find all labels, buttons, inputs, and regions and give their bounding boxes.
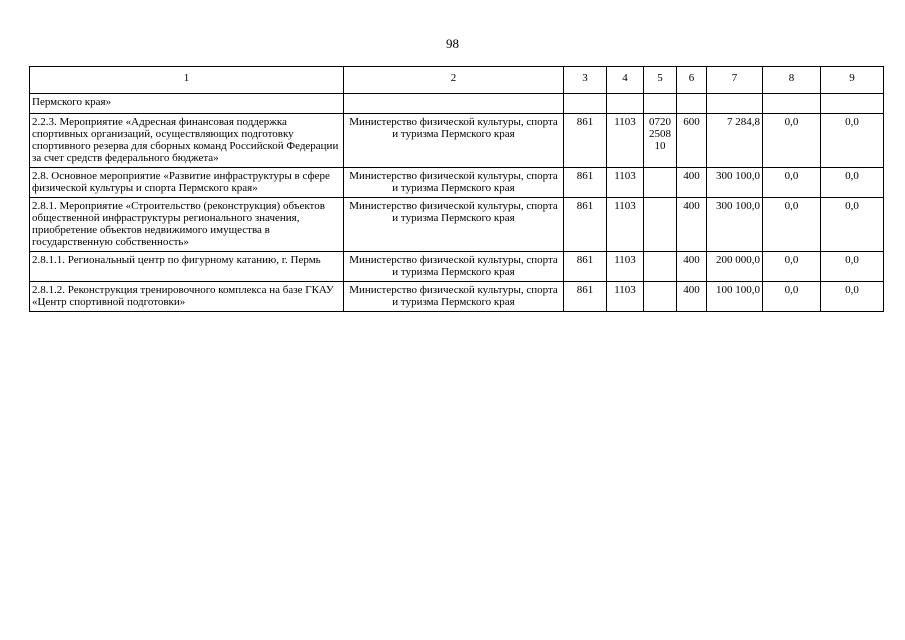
measure-name-cell: 2.2.3. Мероприятие «Адресная финансовая поддержка спортивных организаций, осуществляющих подготовку спортивного резерва для сборных команд Российской Федерации за счет средств федерального бюджета» bbox=[30, 114, 344, 168]
measure-name-cell: 2.8.1.2. Реконструкция тренировочного комплекса на базе ГКАУ «Центр спортивной подготовки» bbox=[30, 282, 344, 312]
header-cell: 6 bbox=[677, 67, 707, 94]
budget-table bbox=[29, 66, 884, 312]
code-cell-4: 1103 bbox=[607, 198, 644, 252]
amount-cell-9: 0,0 bbox=[821, 252, 884, 282]
measure-name-cell: 2.8.1. Мероприятие «Строительство (реконструкция) объектов общественной инфраструктуры регионального значения, приобретение объектов недвижимого имущества в государственную собственность» bbox=[30, 198, 344, 252]
measure-name-cell: 2.8.1.1. Региональный центр по фигурному катанию, г. Пермь bbox=[30, 252, 344, 282]
amount-cell-7: 200 000,0 bbox=[707, 252, 763, 282]
header-row bbox=[30, 67, 884, 94]
code-cell-4: 1103 bbox=[607, 168, 644, 198]
header-cell: 7 bbox=[707, 67, 763, 94]
amount-cell-7: 100 100,0 bbox=[707, 282, 763, 312]
table-row bbox=[30, 94, 884, 114]
amount-cell-7: 300 100,0 bbox=[707, 198, 763, 252]
amount-cell-8: 0,0 bbox=[763, 114, 821, 168]
amount-cell-9: 0,0 bbox=[821, 168, 884, 198]
amount-cell-7: 300 100,0 bbox=[707, 168, 763, 198]
table-row bbox=[30, 114, 884, 168]
amount-cell-8 bbox=[763, 94, 821, 114]
header-cell: 8 bbox=[763, 67, 821, 94]
amount-cell-9: 0,0 bbox=[821, 282, 884, 312]
code-cell-5 bbox=[644, 168, 677, 198]
amount-cell-8: 0,0 bbox=[763, 282, 821, 312]
organization-cell: Министерство физической культуры, спорта и туризма Пермского края bbox=[344, 282, 564, 312]
header-cell: 5 bbox=[644, 67, 677, 94]
amount-cell-7: 7 284,8 bbox=[707, 114, 763, 168]
code-cell-5: 0720 2508 10 bbox=[644, 114, 677, 168]
code-cell-4: 1103 bbox=[607, 282, 644, 312]
amount-cell-9: 0,0 bbox=[821, 114, 884, 168]
code-cell-6: 400 bbox=[677, 168, 707, 198]
table-row bbox=[30, 198, 884, 252]
table-row bbox=[30, 168, 884, 198]
header-cell: 1 bbox=[30, 67, 344, 94]
code-cell-6: 400 bbox=[677, 198, 707, 252]
header-cell: 9 bbox=[821, 67, 884, 94]
code-cell-5 bbox=[644, 282, 677, 312]
header-cell: 2 bbox=[344, 67, 564, 94]
code-cell-5 bbox=[644, 94, 677, 114]
amount-cell-9: 0,0 bbox=[821, 198, 884, 252]
code-cell-4: 1103 bbox=[607, 114, 644, 168]
amount-cell-8: 0,0 bbox=[763, 198, 821, 252]
table-row bbox=[30, 282, 884, 312]
amount-cell-8: 0,0 bbox=[763, 252, 821, 282]
code-cell-3: 861 bbox=[564, 114, 607, 168]
code-cell-6: 400 bbox=[677, 282, 707, 312]
code-cell-6: 400 bbox=[677, 252, 707, 282]
code-cell-5 bbox=[644, 252, 677, 282]
organization-cell: Министерство физической культуры, спорта и туризма Пермского края bbox=[344, 252, 564, 282]
code-cell-4 bbox=[607, 94, 644, 114]
organization-cell: Министерство физической культуры, спорта и туризма Пермского края bbox=[344, 114, 564, 168]
measure-name-cell: 2.8. Основное мероприятие «Развитие инфраструктуры в сфере физической культуры и спорта Пермского края» bbox=[30, 168, 344, 198]
code-cell-5 bbox=[644, 198, 677, 252]
organization-cell: Министерство физической культуры, спорта и туризма Пермского края bbox=[344, 168, 564, 198]
amount-cell-7 bbox=[707, 94, 763, 114]
measure-name-cell: Пермского края» bbox=[30, 94, 344, 114]
organization-cell: Министерство физической культуры, спорта и туризма Пермского края bbox=[344, 198, 564, 252]
code-cell-4: 1103 bbox=[607, 252, 644, 282]
code-cell-3: 861 bbox=[564, 282, 607, 312]
page-number: 98 bbox=[446, 36, 459, 51]
amount-cell-9 bbox=[821, 94, 884, 114]
code-cell-3: 861 bbox=[564, 252, 607, 282]
organization-cell bbox=[344, 94, 564, 114]
code-cell-3 bbox=[564, 94, 607, 114]
amount-cell-8: 0,0 bbox=[763, 168, 821, 198]
header-cell: 3 bbox=[564, 67, 607, 94]
code-cell-6 bbox=[677, 94, 707, 114]
table-row bbox=[30, 252, 884, 282]
code-cell-3: 861 bbox=[564, 168, 607, 198]
code-cell-3: 861 bbox=[564, 198, 607, 252]
code-cell-6: 600 bbox=[677, 114, 707, 168]
header-cell: 4 bbox=[607, 67, 644, 94]
